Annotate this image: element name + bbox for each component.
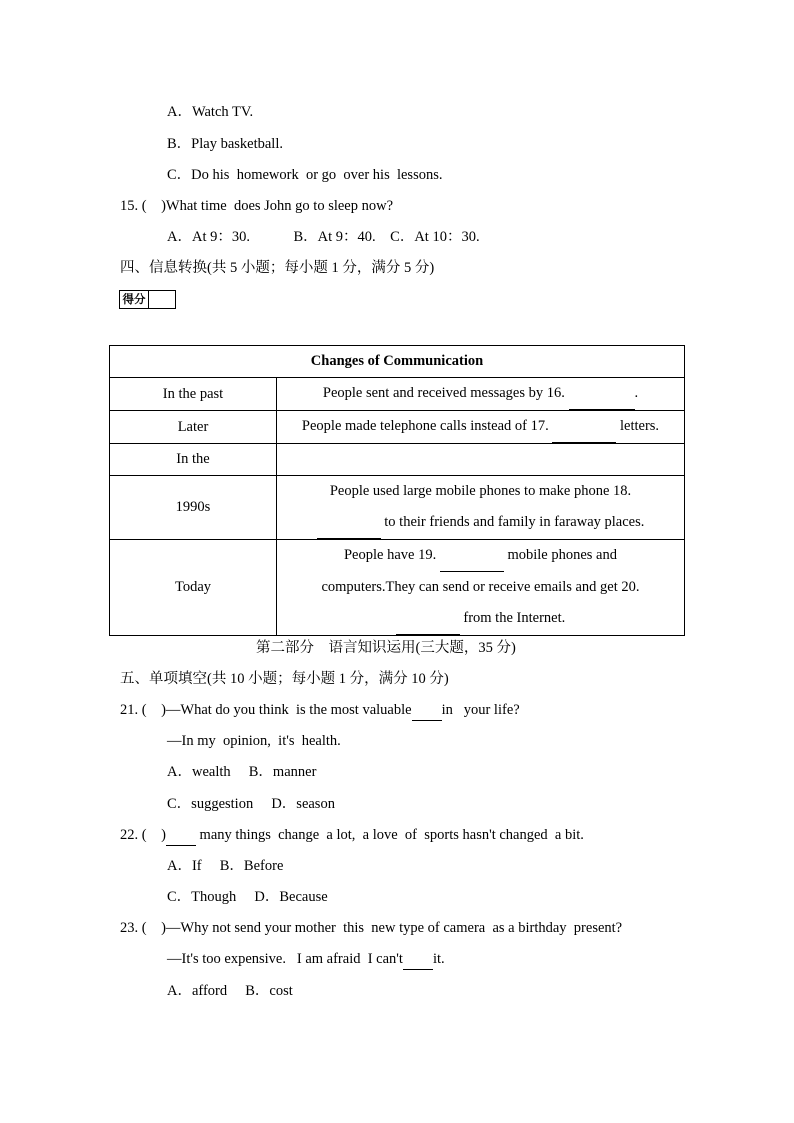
row-label: Later xyxy=(110,411,277,444)
row-text-end: mobile phones and xyxy=(503,547,617,563)
q22-stem-end: many things change a lot, a love of sports hasn't changed a bit. xyxy=(195,827,584,843)
q23-answer-text: —It's too expensive. I am afraid I can't xyxy=(167,951,403,967)
answer-blank-19[interactable] xyxy=(440,540,504,572)
table-title: Changes of Communication xyxy=(110,346,685,378)
q23-options-ab: A．afford B．cost xyxy=(167,983,293,999)
row-label: In the xyxy=(110,444,277,476)
q14-option-b: B．Play basketball. xyxy=(167,136,283,152)
row-line-2 xyxy=(281,507,680,539)
row-content xyxy=(277,540,685,636)
row-content xyxy=(277,378,685,411)
row-text: to their friends and family in faraway places. xyxy=(380,514,645,530)
table-row xyxy=(110,476,685,540)
score-box xyxy=(119,290,176,309)
row-line-1: People used large mobile phones to make phone 18. xyxy=(329,483,632,499)
row-line-2: computers.They can send or receive emails and get 20. xyxy=(321,579,640,595)
section5-title: 五、单项填空(共 10 小题；每小题 1 分，满分 10 分) xyxy=(120,671,449,687)
row-content xyxy=(277,411,685,444)
q21-options-ab: A．wealth B．manner xyxy=(167,764,317,780)
q22-options-cd: C．Though D．Because xyxy=(167,889,328,905)
answer-blank-17[interactable] xyxy=(552,411,616,443)
answer-blank-18[interactable] xyxy=(317,507,381,539)
table-row xyxy=(110,378,685,411)
row-line-3 xyxy=(281,603,680,635)
row-text: People made telephone calls instead of 17. xyxy=(301,418,553,434)
row-label: 1990s xyxy=(110,476,277,540)
table-row xyxy=(110,540,685,636)
q14-option-c: C．Do his homework or go over his lessons. xyxy=(167,167,443,183)
q22-stem-text: 22. ( ) xyxy=(120,827,166,843)
q23-blank[interactable] xyxy=(403,949,433,970)
q22-options-ab: A．If B．Before xyxy=(167,858,284,874)
answer-blank-16[interactable] xyxy=(569,378,635,410)
q14-option-a: A．Watch TV. xyxy=(167,104,254,120)
q21-answer: —In my opinion, it's health. xyxy=(167,733,341,749)
row-line-1 xyxy=(281,540,680,572)
communication-table xyxy=(109,345,685,636)
q15-options: A．At 9：30. B．At 9：40. C．At 10：30. xyxy=(167,229,480,245)
row-text-end: . xyxy=(634,385,639,401)
table-row xyxy=(110,444,685,476)
q15-stem: 15. ( )What time does John go to sleep now? xyxy=(120,198,394,214)
row-text: from the Internet. xyxy=(459,610,566,626)
q23-stem: 23. ( )—Why not send your mother this new type of camera as a birthday present? xyxy=(120,920,623,936)
section4-title: 四、信息转换(共 5 小题；每小题 1 分，满分 5 分) xyxy=(120,260,435,276)
row-content xyxy=(277,476,685,540)
row-text: People sent and received messages by 16. xyxy=(322,385,569,401)
row-text-end: letters. xyxy=(616,418,660,434)
row-text: People have 19. xyxy=(343,547,440,563)
q21-options-cd: C．suggestion D．season xyxy=(167,796,335,812)
row-label: Today xyxy=(110,540,277,636)
q21-stem-text: 21. ( )—What do you think is the most valuable xyxy=(120,702,412,718)
part2-title: 第二部分 语言知识运用(三大题，35 分) xyxy=(256,640,516,656)
q21-stem-end: in your life? xyxy=(441,702,520,718)
row-label: In the past xyxy=(110,378,277,411)
q23-answer xyxy=(167,949,445,970)
row-content xyxy=(277,444,685,476)
table-row xyxy=(110,411,685,444)
answer-blank-20[interactable] xyxy=(396,603,460,635)
score-label: 得分 xyxy=(120,291,149,308)
q22-blank[interactable] xyxy=(166,825,196,846)
q21-blank[interactable] xyxy=(412,700,442,721)
q23-answer-end: it. xyxy=(432,951,445,967)
q21-stem xyxy=(120,700,520,721)
q22-stem xyxy=(120,825,584,846)
